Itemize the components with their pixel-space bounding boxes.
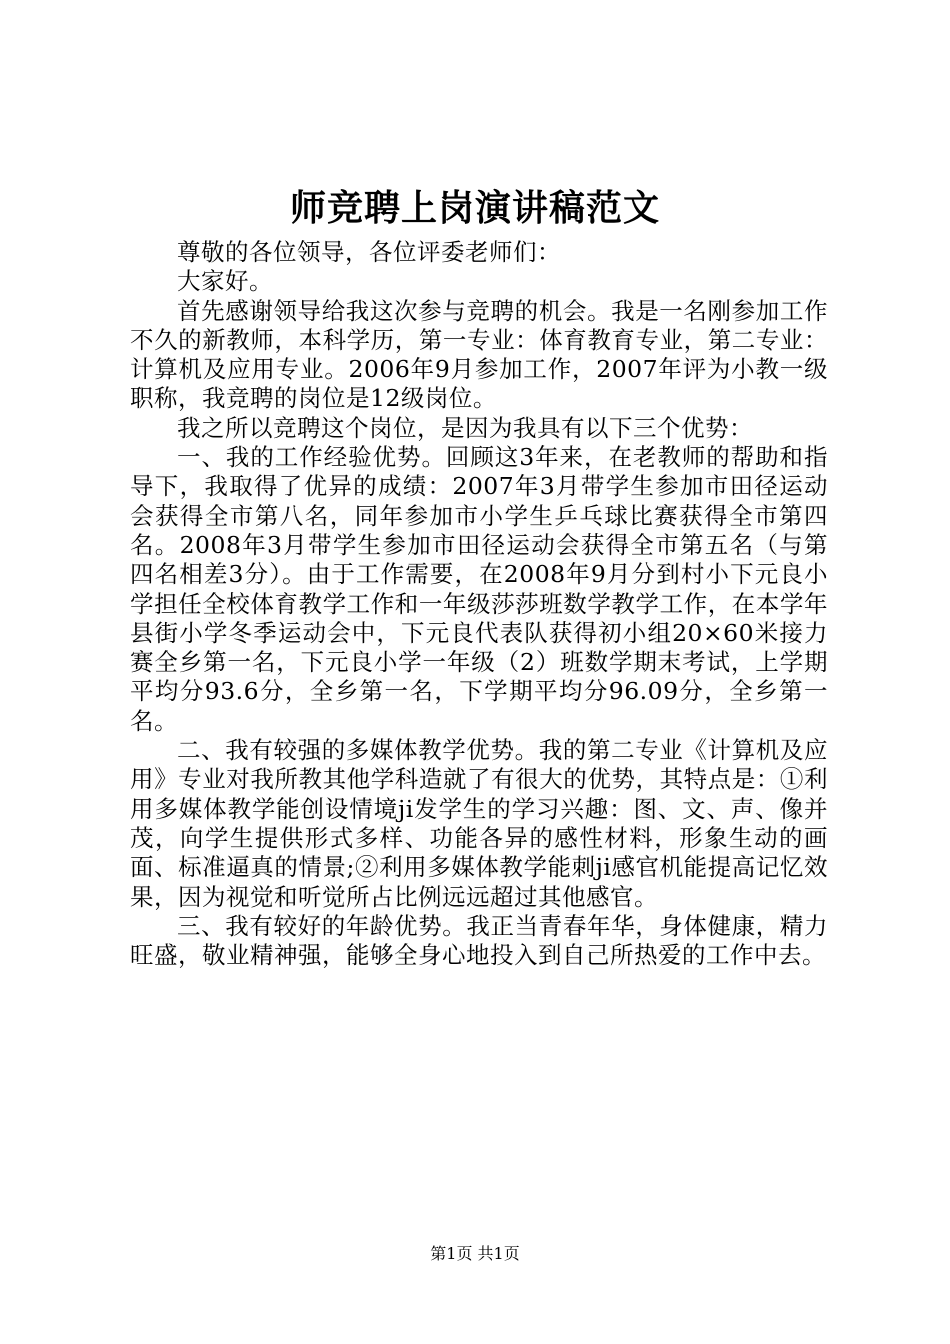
age-advantage-paragraph: 三、我有较好的年龄优势。我正当青春年华，身体健康，精力旺盛，敬业精神强，能够全身心地投入到自己所热爱的工作中去。 <box>130 911 828 970</box>
document-body <box>130 238 828 970</box>
document-title: 师竞聘上岗演讲稿范文 <box>289 187 660 229</box>
page-footer: 第1页 共1页 <box>430 1244 520 1263</box>
greeting: 大家好。 <box>177 267 273 296</box>
salutation: 尊敬的各位领导，各位评委老师们： <box>177 238 561 266</box>
multimedia-teaching-paragraph: 二、我有较强的多媒体教学优势。我的第二专业《计算机及应用》专业对我所教其他学科造就了有很大的优势，其特点是：①利用多媒体教学能创设情境ji发学生的学习兴趣：图、文、声、像并茂，向学生提供形式多样、功能各异的感性材料，形象生动的画面、标准逼真的情景;②利用多媒体教学能刺ji感官机能提高记忆效果，因为视觉和听觉所占比例远远超过其他感官。 <box>130 736 828 911</box>
introduction-paragraph: 首先感谢领导给我这次参与竞聘的机会。我是一名刚参加工作不久的新教师，本科学历，第一专业：体育教育专业，第二专业：计算机及应用专业。2006年9月参加工作，2007年评为小教一级职称，我竞聘的岗位是12级岗位。 <box>130 296 828 413</box>
work-experience-paragraph: 一、我的工作经验优势。回顾这3年来，在老教师的帮助和指导下，我取得了优异的成绩：2007年3月带学生参加市田径运动会获得全市第八名，同年参加市小学生乒乓球比赛获得全市第四名。2008年3月带学生参加市田径运动会获得全市第五名（与第四名相差3分）。由于工作需要，在2008年9月分到村小下元良小学担任全校体育教学工作和一年级莎莎班数学教学工作，在本学年县街小学冬季运动会中，下元良代表队获得初小组20×60米接力赛全乡第一名，下元良小学一年级（2）班数学期末考试，上学期平均分93.6分，全乡第一名，下学期平均分96.09分，全乡第一名。 <box>130 443 828 735</box>
advantages-intro-paragraph: 我之所以竞聘这个岗位，是因为我具有以下三个优势： <box>177 413 753 442</box>
